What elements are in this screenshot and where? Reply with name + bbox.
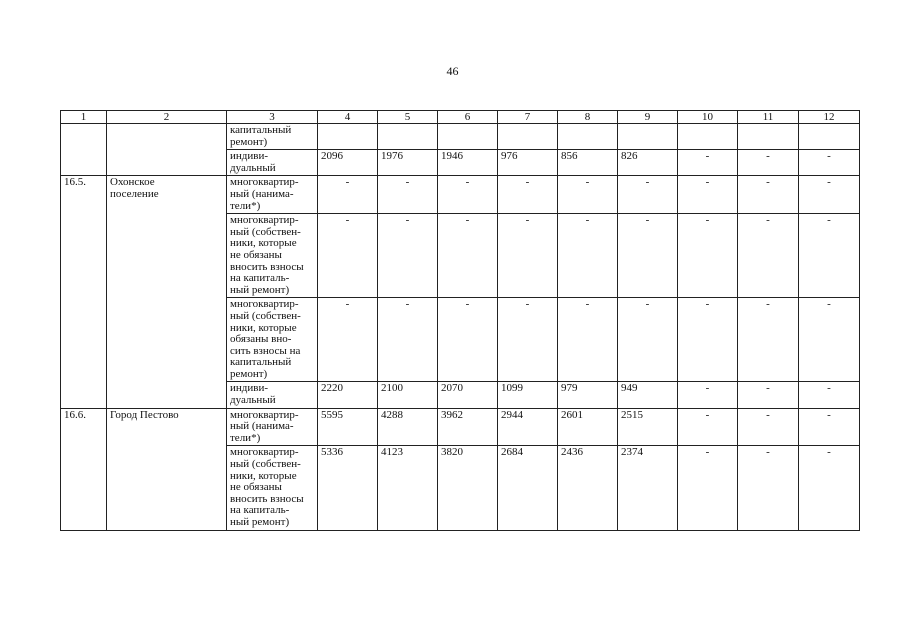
value-cell: - (678, 214, 738, 298)
housing-type-cell: многоквартир- ный (собствен- ники, которые обязаны вно- сить взносы на капитальный ремонт) (227, 298, 318, 382)
value-cell: 3820 (438, 446, 498, 530)
value-cell: 4123 (378, 446, 438, 530)
value-cell: - (558, 176, 618, 214)
value-cell: - (678, 176, 738, 214)
value-cell: - (318, 298, 378, 382)
header-cell: 7 (498, 111, 558, 124)
value-cell: - (799, 176, 860, 214)
value-cell: 1946 (438, 150, 498, 176)
value-cell (558, 124, 618, 150)
value-cell: - (738, 446, 799, 530)
value-cell: - (618, 214, 678, 298)
header-row (61, 111, 860, 124)
header-cell: 2 (107, 111, 227, 124)
value-cell: 1976 (378, 150, 438, 176)
page-number: 46 (446, 64, 459, 78)
value-cell: - (678, 150, 738, 176)
value-cell (438, 124, 498, 150)
header-cell: 4 (318, 111, 378, 124)
value-cell: 826 (618, 150, 678, 176)
value-cell: 2944 (498, 408, 558, 446)
value-cell: 979 (558, 382, 618, 408)
header-cell: 12 (799, 111, 860, 124)
section-number-cell: 16.6. (61, 408, 107, 530)
housing-type-cell: капитальный ремонт) (227, 124, 318, 150)
value-cell: - (799, 298, 860, 382)
housing-type-cell: многоквартир- ный (нанима- тели*) (227, 408, 318, 446)
section-name-cell: Охонское поселение (107, 176, 227, 408)
header-cell: 3 (227, 111, 318, 124)
value-cell: - (678, 408, 738, 446)
value-cell: 856 (558, 150, 618, 176)
value-cell: - (498, 298, 558, 382)
value-cell: - (438, 298, 498, 382)
value-cell: - (558, 214, 618, 298)
value-cell: - (378, 298, 438, 382)
table-row (61, 124, 860, 150)
value-cell: - (738, 382, 799, 408)
section-name-cell (107, 124, 227, 176)
value-cell (799, 124, 860, 150)
header-cell: 11 (738, 111, 799, 124)
value-cell: - (738, 298, 799, 382)
value-cell: - (738, 408, 799, 446)
value-cell: 2601 (558, 408, 618, 446)
value-cell: - (678, 298, 738, 382)
value-cell: 2096 (318, 150, 378, 176)
header-cell: 8 (558, 111, 618, 124)
value-cell: 2684 (498, 446, 558, 530)
table-row (61, 408, 860, 446)
value-cell: - (498, 176, 558, 214)
value-cell: - (378, 176, 438, 214)
value-cell: - (618, 298, 678, 382)
value-cell: - (738, 176, 799, 214)
value-cell: - (738, 214, 799, 298)
housing-type-cell: индиви- дуальный (227, 382, 318, 408)
value-cell: 4288 (378, 408, 438, 446)
value-cell: 976 (498, 150, 558, 176)
value-cell: - (738, 150, 799, 176)
housing-type-cell: многоквартир- ный (собствен- ники, которые не обязаны вносить взносы на капиталь- ный ремонт) (227, 214, 318, 298)
value-cell: 2220 (318, 382, 378, 408)
value-cell: - (678, 446, 738, 530)
value-cell: 2515 (618, 408, 678, 446)
value-cell: - (318, 214, 378, 298)
value-cell: - (799, 382, 860, 408)
value-cell: - (438, 176, 498, 214)
tariff-table (60, 110, 860, 531)
section-number-cell (61, 124, 107, 176)
value-cell: - (498, 214, 558, 298)
housing-type-cell: многоквартир- ный (собствен- ники, которые не обязаны вносить взносы на капиталь- ный ремонт) (227, 446, 318, 530)
value-cell: - (799, 150, 860, 176)
value-cell: - (558, 298, 618, 382)
header-cell: 1 (61, 111, 107, 124)
value-cell: 2436 (558, 446, 618, 530)
header-cell: 6 (438, 111, 498, 124)
header-cell: 9 (618, 111, 678, 124)
header-cell: 10 (678, 111, 738, 124)
value-cell: 5336 (318, 446, 378, 530)
value-cell: - (799, 408, 860, 446)
value-cell: - (618, 176, 678, 214)
value-cell: - (378, 214, 438, 298)
value-cell (318, 124, 378, 150)
value-cell: 2100 (378, 382, 438, 408)
section-number-cell: 16.5. (61, 176, 107, 408)
value-cell: - (318, 176, 378, 214)
value-cell: - (678, 382, 738, 408)
value-cell (378, 124, 438, 150)
value-cell: - (799, 446, 860, 530)
value-cell (498, 124, 558, 150)
housing-type-cell: индиви- дуальный (227, 150, 318, 176)
value-cell: 5595 (318, 408, 378, 446)
value-cell (618, 124, 678, 150)
value-cell: 949 (618, 382, 678, 408)
value-cell (678, 124, 738, 150)
housing-type-cell: многоквартир- ный (нанима- тели*) (227, 176, 318, 214)
value-cell: 2070 (438, 382, 498, 408)
header-cell: 5 (378, 111, 438, 124)
value-cell: 3962 (438, 408, 498, 446)
value-cell: - (799, 214, 860, 298)
table-row (61, 176, 860, 214)
section-name-cell: Город Пестово (107, 408, 227, 530)
value-cell: 2374 (618, 446, 678, 530)
value-cell (738, 124, 799, 150)
value-cell: 1099 (498, 382, 558, 408)
value-cell: - (438, 214, 498, 298)
